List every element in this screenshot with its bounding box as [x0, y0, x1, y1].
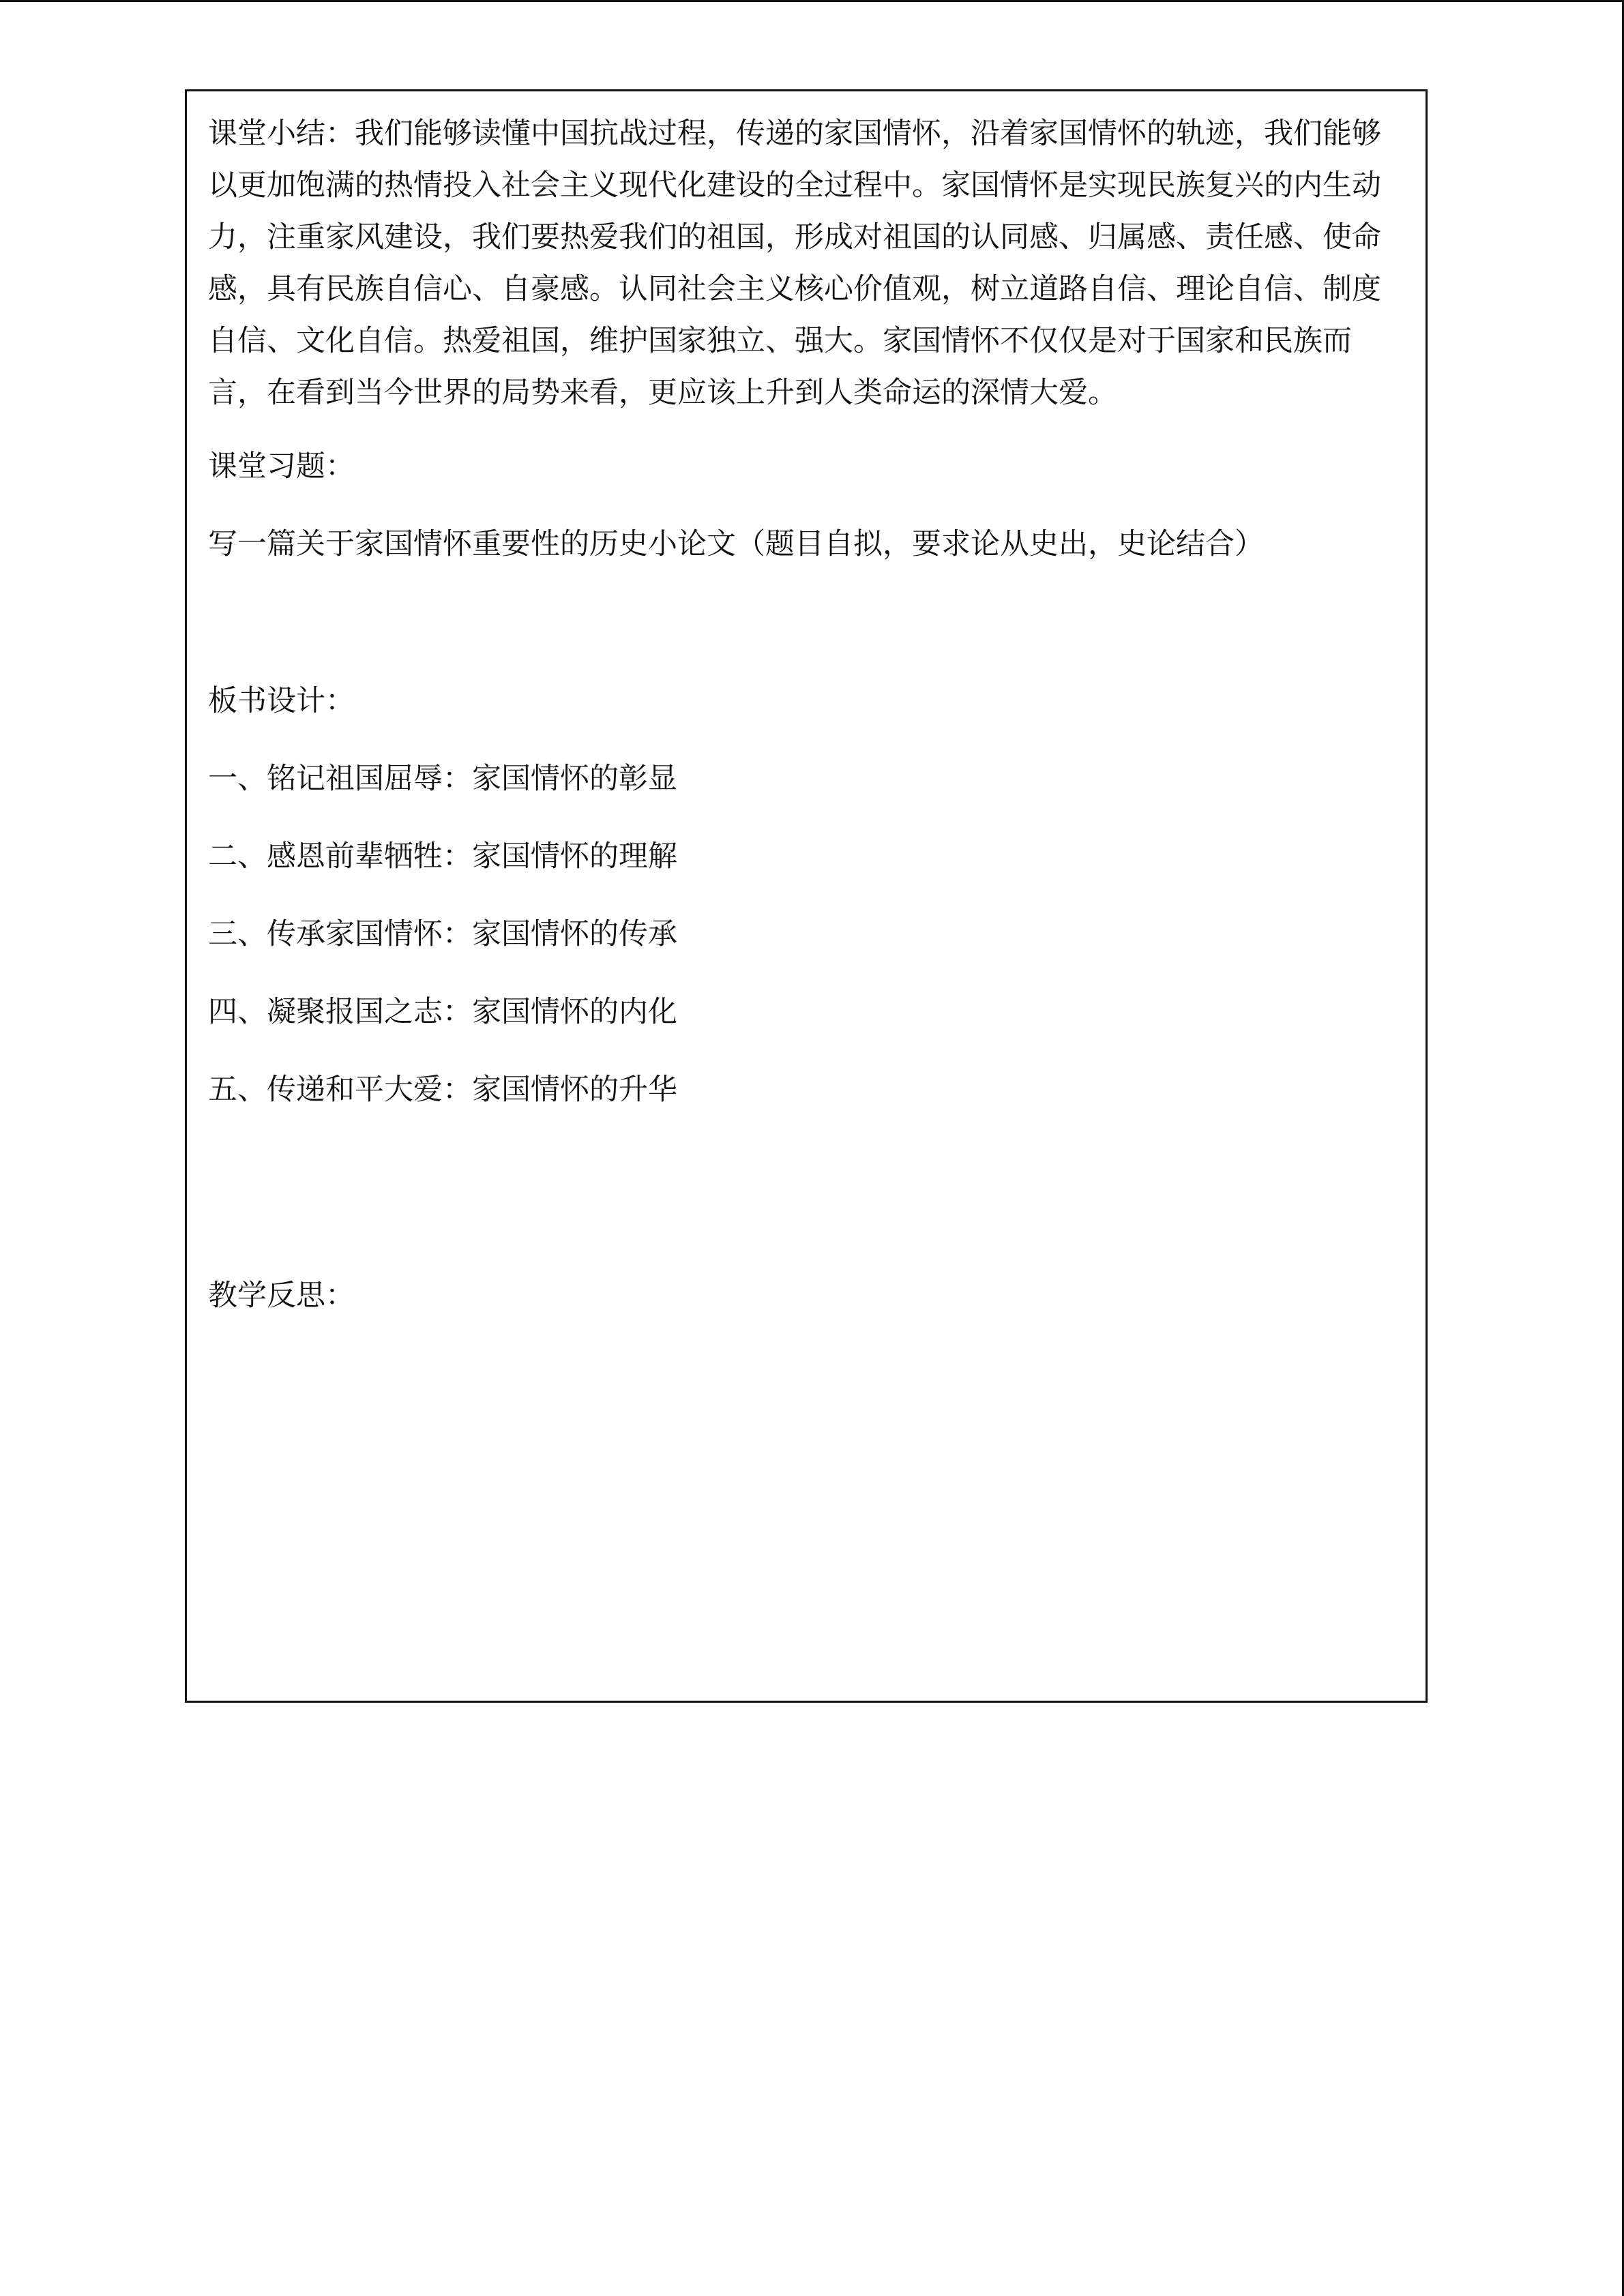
board-design-heading: 板书设计：: [208, 684, 355, 718]
lesson-plan-content: [208, 108, 1407, 1322]
exercise-task: 写一篇关于家国情怀重要性的历史小论文（题目自拟，要求论从史出，史论结合）: [208, 527, 1264, 561]
summary-line: 感，具有民族自信心、自豪感。认同社会主义核心价值观，树立道路自信、理论自信、制度: [208, 272, 1381, 306]
summary-line: 课堂小结：我们能够读懂中国抗战过程，传递的家国情怀，沿着家国情怀的轨迹，我们能够: [208, 117, 1381, 151]
board-item-3: 三、传承家国情怀：家国情怀的传承: [208, 917, 677, 951]
exercise-heading: 课堂习题：: [208, 449, 355, 483]
summary-line: 自信、文化自信。热爱祖国，维护国家独立、强大。家国情怀不仅仅是对于国家和民族而: [208, 324, 1352, 358]
board-item-1: 一、铭记祖国屈辱：家国情怀的彰显: [208, 762, 677, 796]
teaching-reflection-heading: 教学反思：: [208, 1279, 355, 1313]
class-summary-paragraph: [208, 108, 1407, 419]
summary-line: 以更加饱满的热情投入社会主义现代化建设的全过程中。家国情怀是实现民族复兴的内生动: [208, 168, 1381, 203]
board-item-2: 二、感恩前辈牺牲：家国情怀的理解: [208, 839, 677, 874]
board-item-4: 四、凝聚报国之志：家国情怀的内化: [208, 995, 677, 1029]
summary-line: 言，在看到当今世界的局势来看，更应该上升到人类命运的深情大爱。: [208, 376, 1117, 410]
page-top-rule: [0, 0, 1624, 2]
lesson-plan-box: [185, 89, 1428, 1703]
board-item-5: 五、传递和平大爱：家国情怀的升华: [208, 1073, 677, 1107]
summary-line: 力，注重家风建设，我们要热爱我们的祖国，形成对祖国的认同感、归属感、责任感、使命: [208, 220, 1381, 254]
